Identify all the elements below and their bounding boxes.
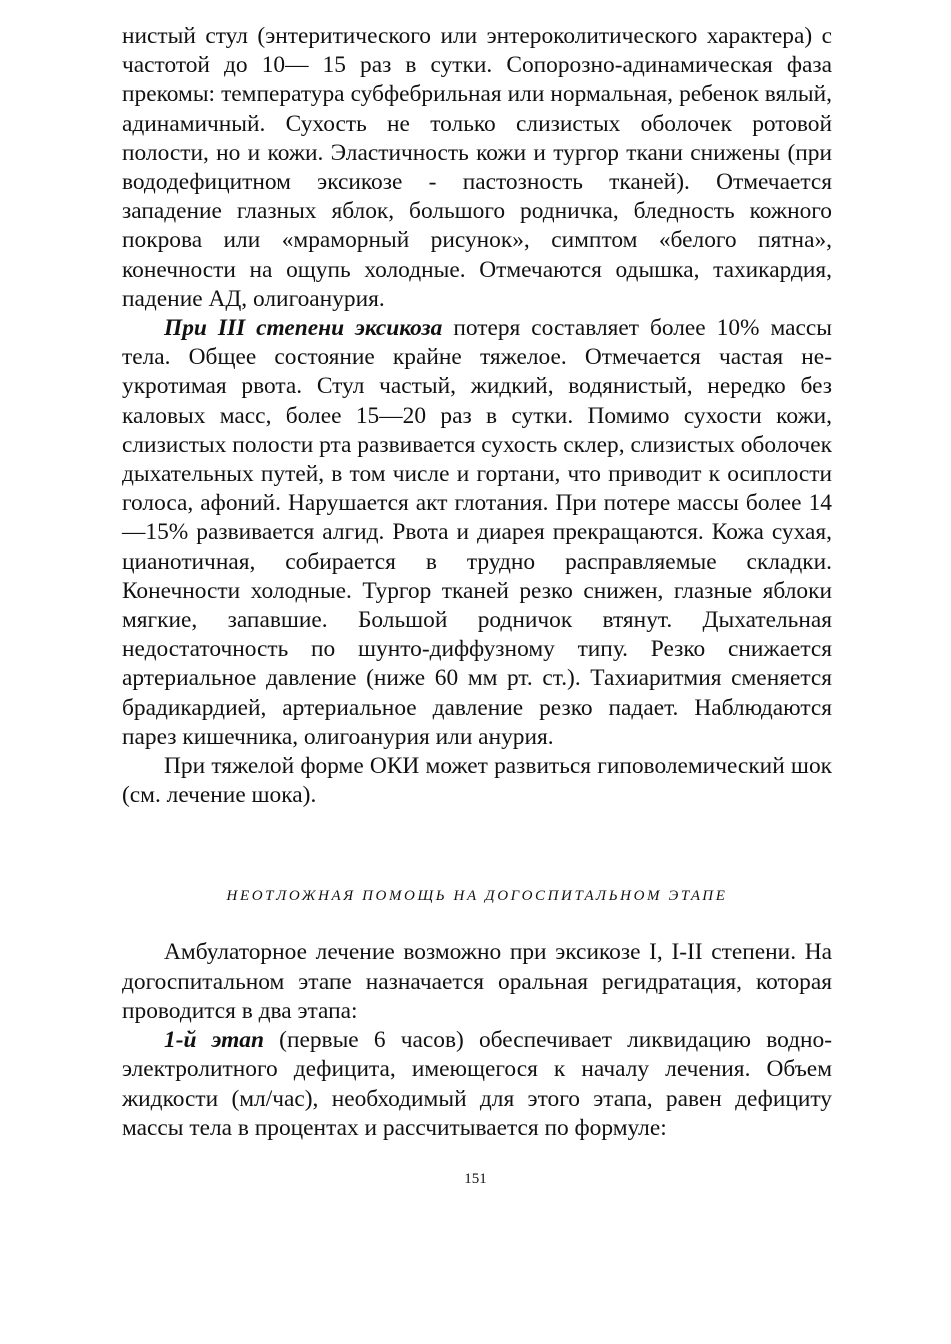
paragraph-text: Амбулаторное лечение возможно при эксикозе I, I-II степени. На догоспитальном этапе назначается оральная регидратация, которая проводится в два этапа: [122, 939, 832, 1024]
section-heading: НЕОТЛОЖНАЯ ПОМОЩЬ НА ДОГОСПИТАЛЬНОМ ЭТАПЕ [226, 888, 728, 905]
paragraph-text: нистый стул (энтеритического или энтероколитического характера) с частотой до 10— 15 раз в сутки. Сопорозно-адинамическая фаза прекомы: температура субфебрильная или нормальная, ребенок вялый, адинамичный. Сухость не только слизистых оболочек ротовой полости, но и кожи. Эластичность кожи и тургор ткани снижены (при вододефицитном эксикозе - пастозность тканей). Отмечается западение глазных яблок, большого родничка, бледность кожного покрова или «мраморный рисунок», симптом «белого пятна», конечности на ощупь холодные. Отмечаются одышка, тахикардия, падение АД, олигоанурия. [122, 23, 832, 312]
paragraph-lead-emphasis: 1-й этап [164, 1027, 264, 1054]
paragraph-hypovolemic-shock [122, 752, 832, 810]
section-spacer [122, 906, 832, 938]
paragraph-text: При тяжелой форме ОКИ может развиться гиповолемический шок (см. лечение шока). [122, 753, 832, 809]
paragraph-text: (первые 6 часов) обеспечивает ликвидацию водно-электролитного дефицита, имеющегося к началу лечения. Объем жидкости (мл/час), необходимый для этого этапа, равен дефициту массы тела в процентах и рассчитывается по формуле: [122, 1027, 833, 1141]
paragraph-stage-1 [122, 1026, 832, 1143]
document-page [122, 22, 832, 1143]
paragraph-prekoma-continuation [122, 22, 832, 314]
paragraph-text: потеря составляет более 10% массы тела. Общее состояние крайне тяжелое. Отмечается частая неукротимая рвота. Стул частый, жидкий, водянистый, нередко без каловых масс, более 15—20 раз в сутки. Помимо сухости кожи, слизистых полости рта развивается сухость склер, слизистых оболочек дыхательных путей, в том числе и гортани, что приводит к осиплости голоса, афоний. Нарушается акт глотания. При потере массы более 14—15% развивается алгид. Рвота и диарея прекращаются. Кожа сухая, цианотичная, собирается в трудно расправляемые складки. Конечности холодные. Тургор тканей резко снижен, глазные яблоки мягкие, запавшие. Большой родничок втянут. Дыхательная недостаточность по шунто-диффузному типу. Резко снижается артериальное давление (ниже 60 мм рт. ст.). Тахиаритмия сменяется брадикардией, артериальное давление резко падает. Наблюдаются парез кишечника, олигоанурия или анурия. [122, 315, 832, 750]
paragraph-lead-emphasis: При III степени эксикоза [164, 315, 443, 342]
paragraph-exsicosis-grade-3 [122, 314, 832, 752]
page-number: 151 [464, 1171, 487, 1187]
paragraph-outpatient-treatment [122, 938, 832, 1026]
